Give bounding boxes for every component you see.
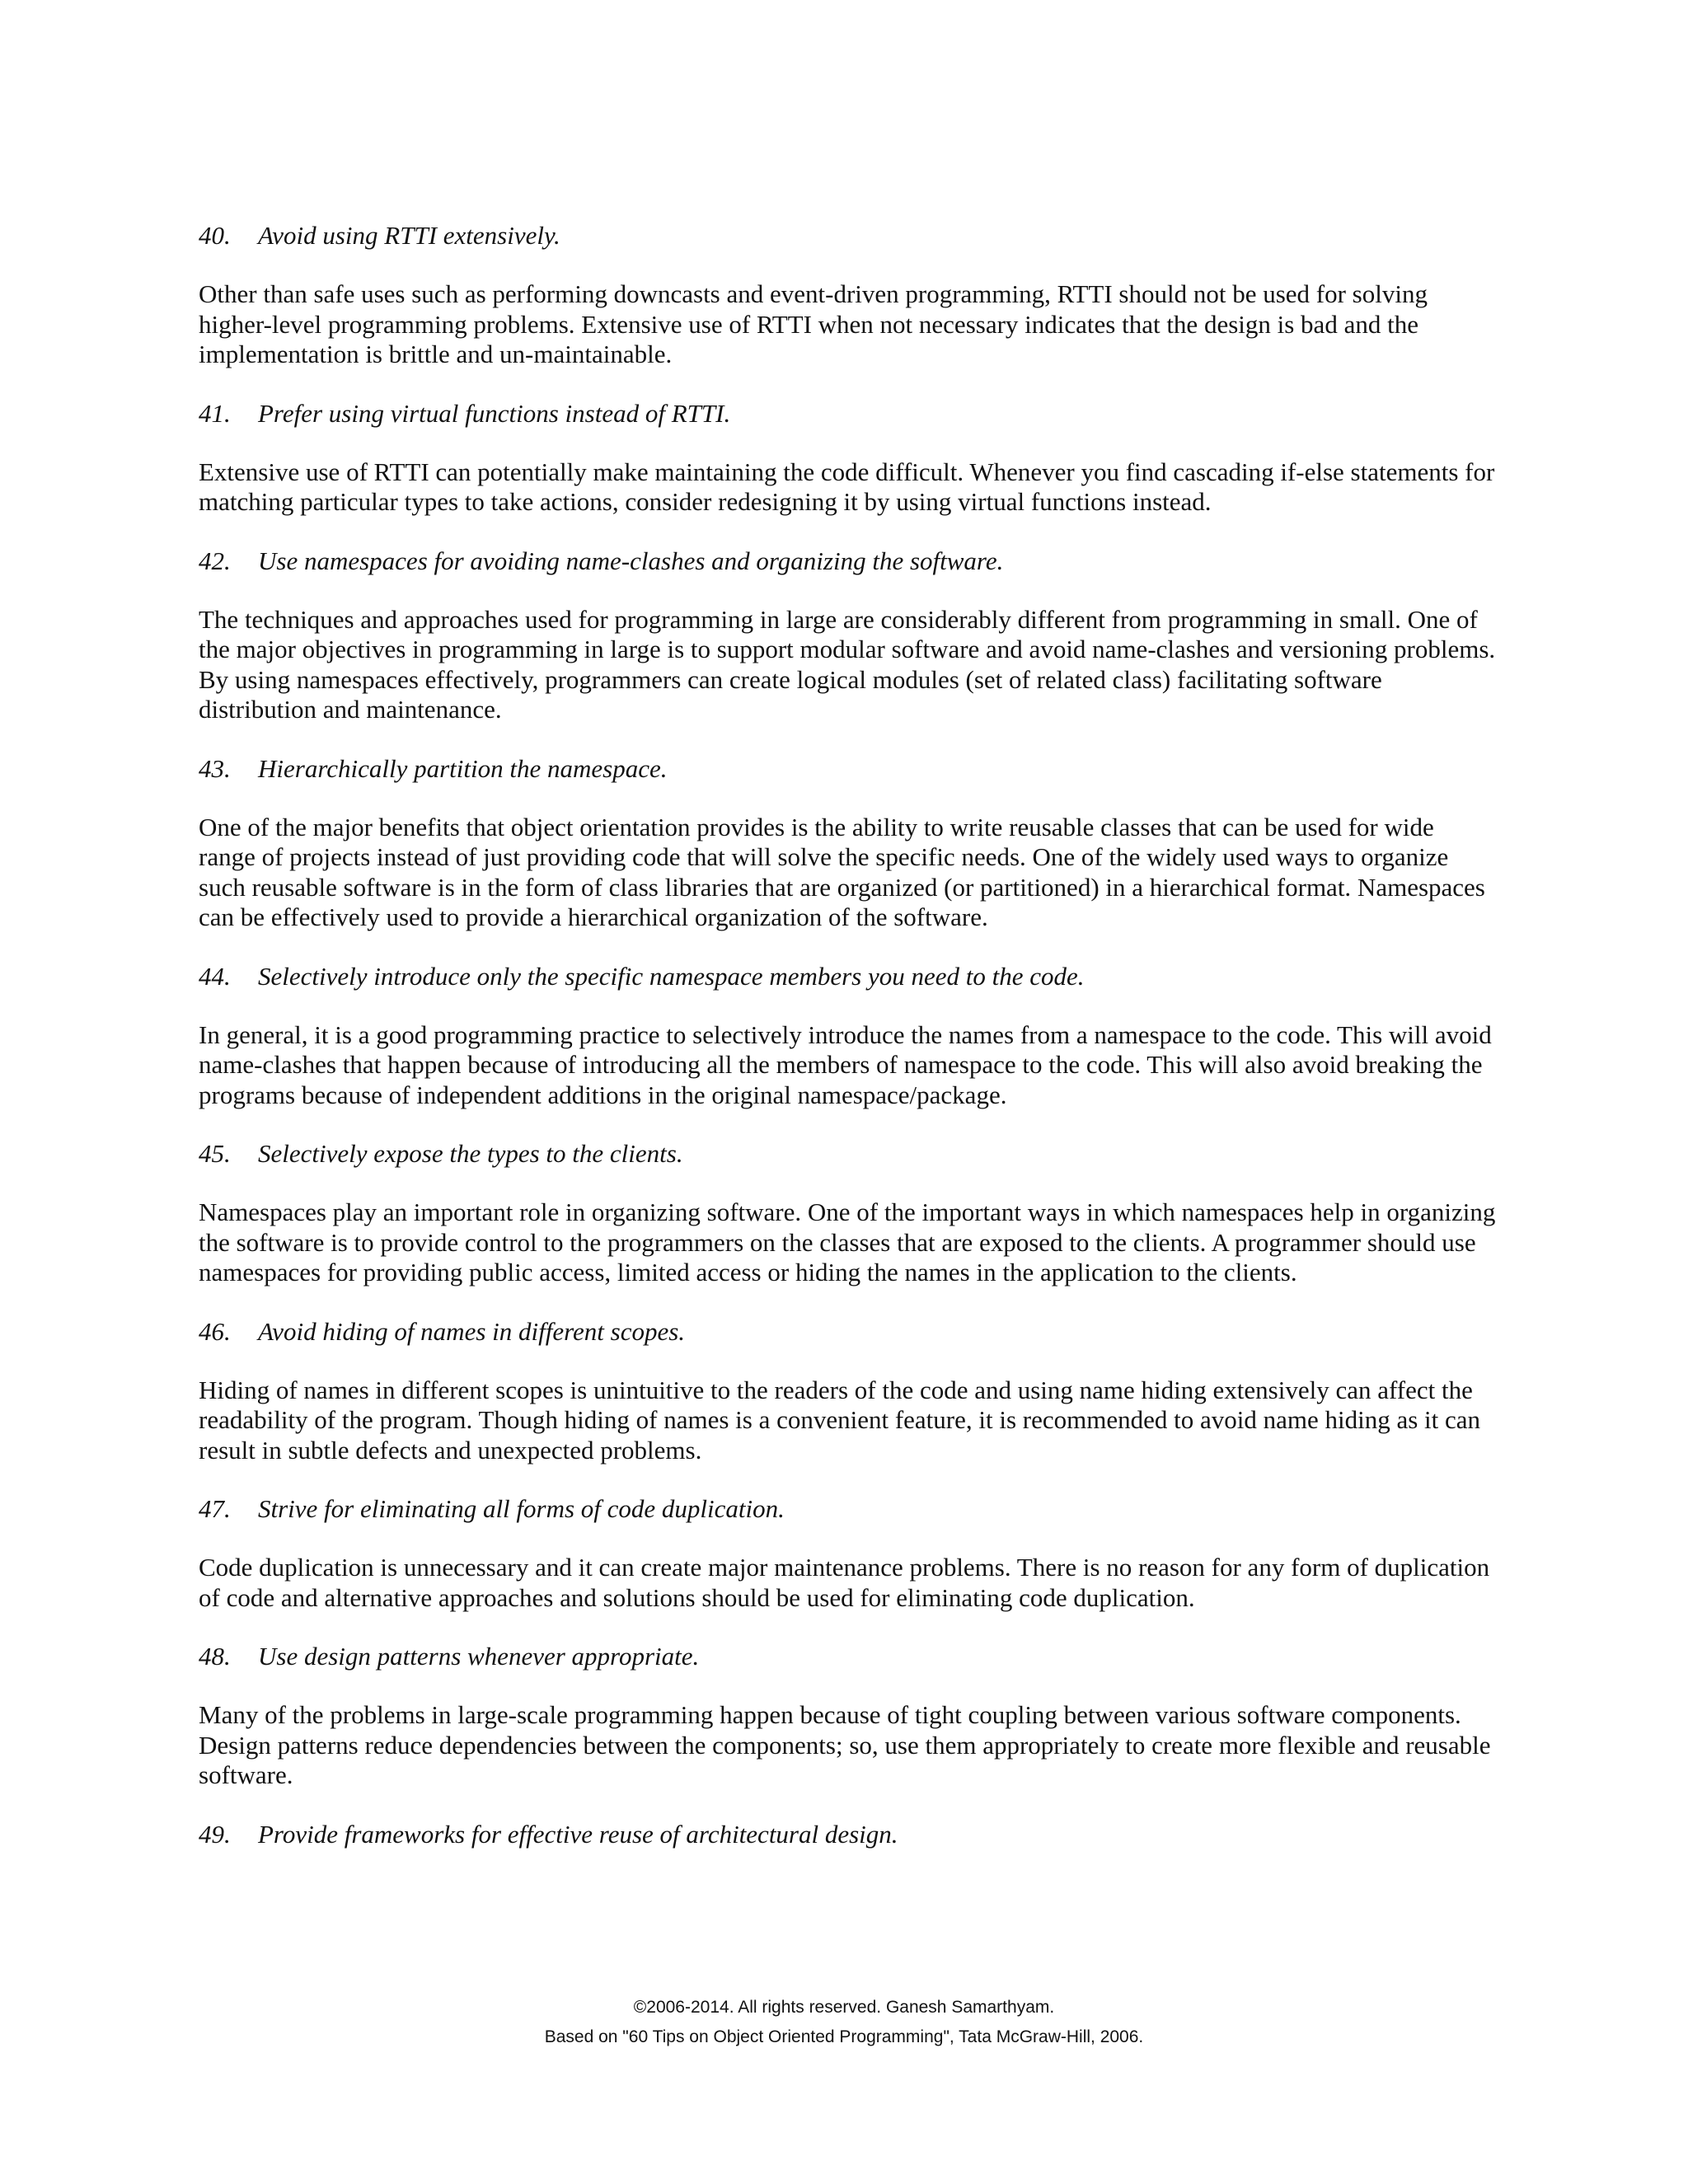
tip-42	[199, 545, 1497, 725]
tip-title: Use namespaces for avoiding name-clashes and organizing the software.	[258, 546, 1004, 575]
tip-title: Avoid hiding of names in different scopes.	[258, 1316, 686, 1346]
tip-body: Many of the problems in large-scale programming happen because of tight coupling between various software components. Design patterns reduce dependencies between the components; so, use them appropriately to create more flexible and reusable software.	[199, 1700, 1491, 1789]
tip-41	[199, 397, 1497, 518]
tip-title: Use design patterns whenever appropriate.	[258, 1642, 700, 1671]
tip-43	[199, 752, 1497, 933]
tip-40	[199, 219, 1497, 370]
tip-number: 46.	[199, 1316, 231, 1346]
tip-title: Selectively introduce only the specific namespace members you need to the code.	[258, 961, 1085, 991]
tip-heading	[199, 1493, 1497, 1526]
tip-body: Other than safe uses such as performing downcasts and event-driven programming, RTTI should not be used for solving higher-level programming problems. Extensive use of RTTI when not necessary indicates that the design is bad and the implementation is brittle and un-maintainable.	[199, 279, 1428, 368]
tip-heading	[199, 545, 1497, 578]
tip-title: Prefer using virtual functions instead of RTTI.	[258, 398, 731, 428]
tip-title: Hierarchically partition the namespace.	[258, 753, 668, 783]
tip-heading	[199, 397, 1497, 430]
tip-body: In general, it is a good programming practice to selectively introduce the names from a namespace to the code. This will avoid name-clashes that happen because of introducing all the members of namespace to the code. This will also avoid breaking the programs because of independent additions in the original namespace/package.	[199, 1019, 1492, 1109]
footer-copyright: ©2006-2014. All rights reserved. Ganesh Samarthyam.	[633, 1998, 1055, 2017]
tip-47	[199, 1493, 1497, 1613]
tip-heading	[199, 752, 1497, 785]
tip-heading	[199, 1137, 1497, 1170]
tip-body: Hiding of names in different scopes is unintuitive to the readers of the code and using name hiding extensively can affect the readability of the program. Though hiding of names is a convenient feature, it is recommended to avoid name hiding as it can result in subtle defects and unexpected problems.	[199, 1375, 1481, 1465]
tip-heading	[199, 1818, 1497, 1851]
page-footer	[0, 1993, 1688, 2052]
tip-number: 48.	[199, 1642, 231, 1671]
tip-body: The techniques and approaches used for programming in large are considerably different from programming in small. One of the major objectives in programming in large is to support modular software and avoid name-clashes and versioning problems. By using namespaces effectively, programmers can create logical modules (set of related class) facilitating software distribution and maintenance.	[199, 604, 1496, 724]
tip-heading	[199, 1640, 1497, 1673]
tip-49	[199, 1818, 1497, 1851]
tip-title: Selectively expose the types to the clients.	[258, 1139, 683, 1168]
tip-body: Extensive use of RTTI can potentially make maintaining the code difficult. Whenever you find cascading if-else statements for matching particular types to take actions, consider redesigning it by using virtual functions instead.	[199, 457, 1495, 516]
tip-number: 43.	[199, 753, 231, 783]
tip-body: Code duplication is unnecessary and it can create major maintenance problems. There is no reason for any form of duplication of code and alternative approaches and solutions should be used for eliminating code duplication.	[199, 1553, 1490, 1612]
tip-number: 44.	[199, 961, 231, 991]
tip-title: Provide frameworks for effective reuse of architectural design.	[258, 1819, 898, 1849]
tip-heading	[199, 219, 1497, 252]
tip-number: 40.	[199, 221, 231, 250]
tip-title: Avoid using RTTI extensively.	[258, 221, 560, 250]
tip-45	[199, 1137, 1497, 1288]
tip-number: 45.	[199, 1139, 231, 1168]
tip-number: 49.	[199, 1819, 231, 1849]
tip-heading	[199, 1315, 1497, 1348]
tip-number: 47.	[199, 1494, 231, 1523]
tip-heading	[199, 960, 1497, 993]
tip-46	[199, 1315, 1497, 1466]
tip-number: 42.	[199, 546, 231, 575]
tip-title: Strive for eliminating all forms of code duplication.	[258, 1494, 785, 1523]
tip-body: Namespaces play an important role in organizing software. One of the important ways in which namespaces help in organizing the software is to provide control to the programmers on the classes that are exposed to the clients. A programmer should use namespaces for providing public access, limited access or hiding the names in the application to the clients.	[199, 1197, 1496, 1286]
footer-source: Based on "60 Tips on Object Oriented Programming", Tata McGraw-Hill, 2006.	[544, 2027, 1144, 2046]
tip-body: One of the major benefits that object orientation provides is the ability to write reusable classes that can be used for wide range of projects instead of just providing code that will solve the specific needs. One of the widely used ways to organize such reusable software is in the form of class libraries that are organized (or partitioned) in a hierarchical format. Namespaces can be effectively used to provide a hierarchical organization of the software.	[199, 812, 1485, 931]
tip-44	[199, 960, 1497, 1111]
tip-number: 41.	[199, 398, 231, 428]
tips-list	[199, 219, 1497, 1851]
tip-48	[199, 1640, 1497, 1791]
